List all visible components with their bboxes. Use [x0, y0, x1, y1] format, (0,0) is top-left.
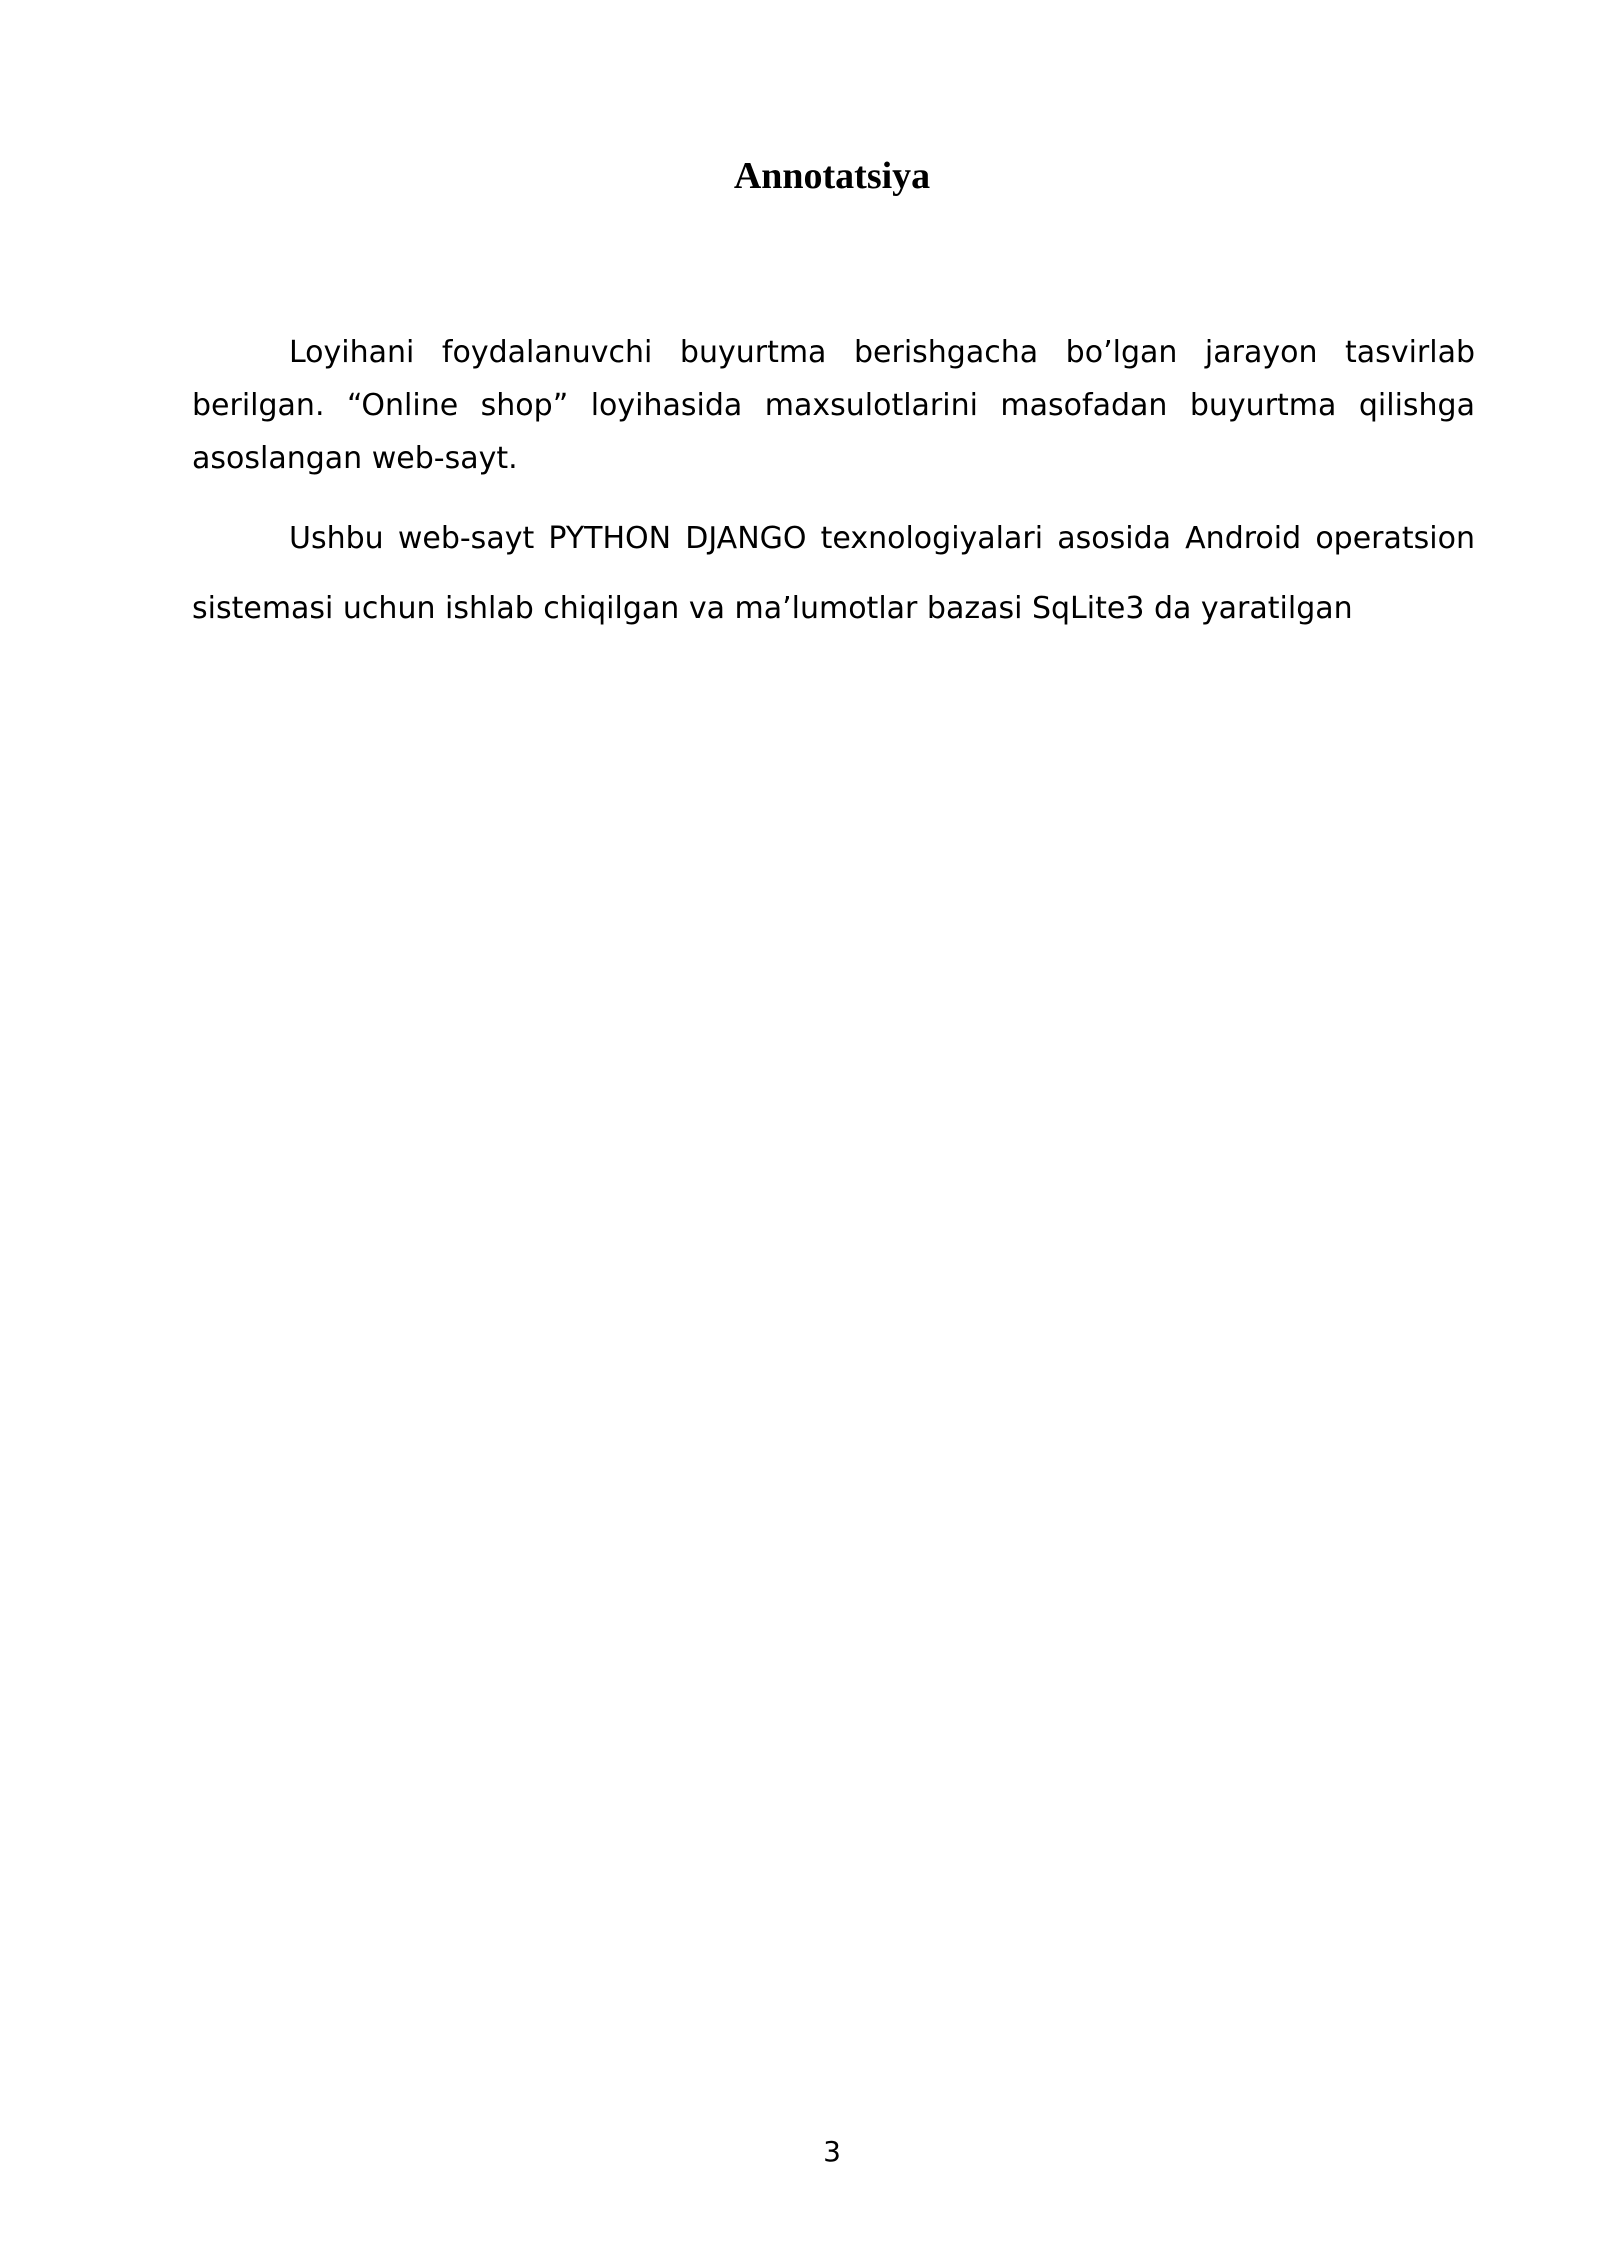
page-title: Annotatsiya — [733, 155, 931, 197]
page-number: 3 — [823, 2135, 841, 2168]
paragraph-project-description: Loyihani foydalanuvchi buyurtma berishgacha bo’lgan jarayon tasvirlab berilgan. “Online shop” loyihasida maxsulotlarini masofadan buyurtma qilishga asoslangan web-sayt. — [192, 335, 1475, 476]
paragraph-technology: Ushbu web-sayt PYTHON DJANGO texnologiyalari asosida Android operatsion sistemasi uchun ishlab chiqilgan va ma’lumotlar bazasi SqLite3 da yaratilgan — [192, 521, 1475, 626]
